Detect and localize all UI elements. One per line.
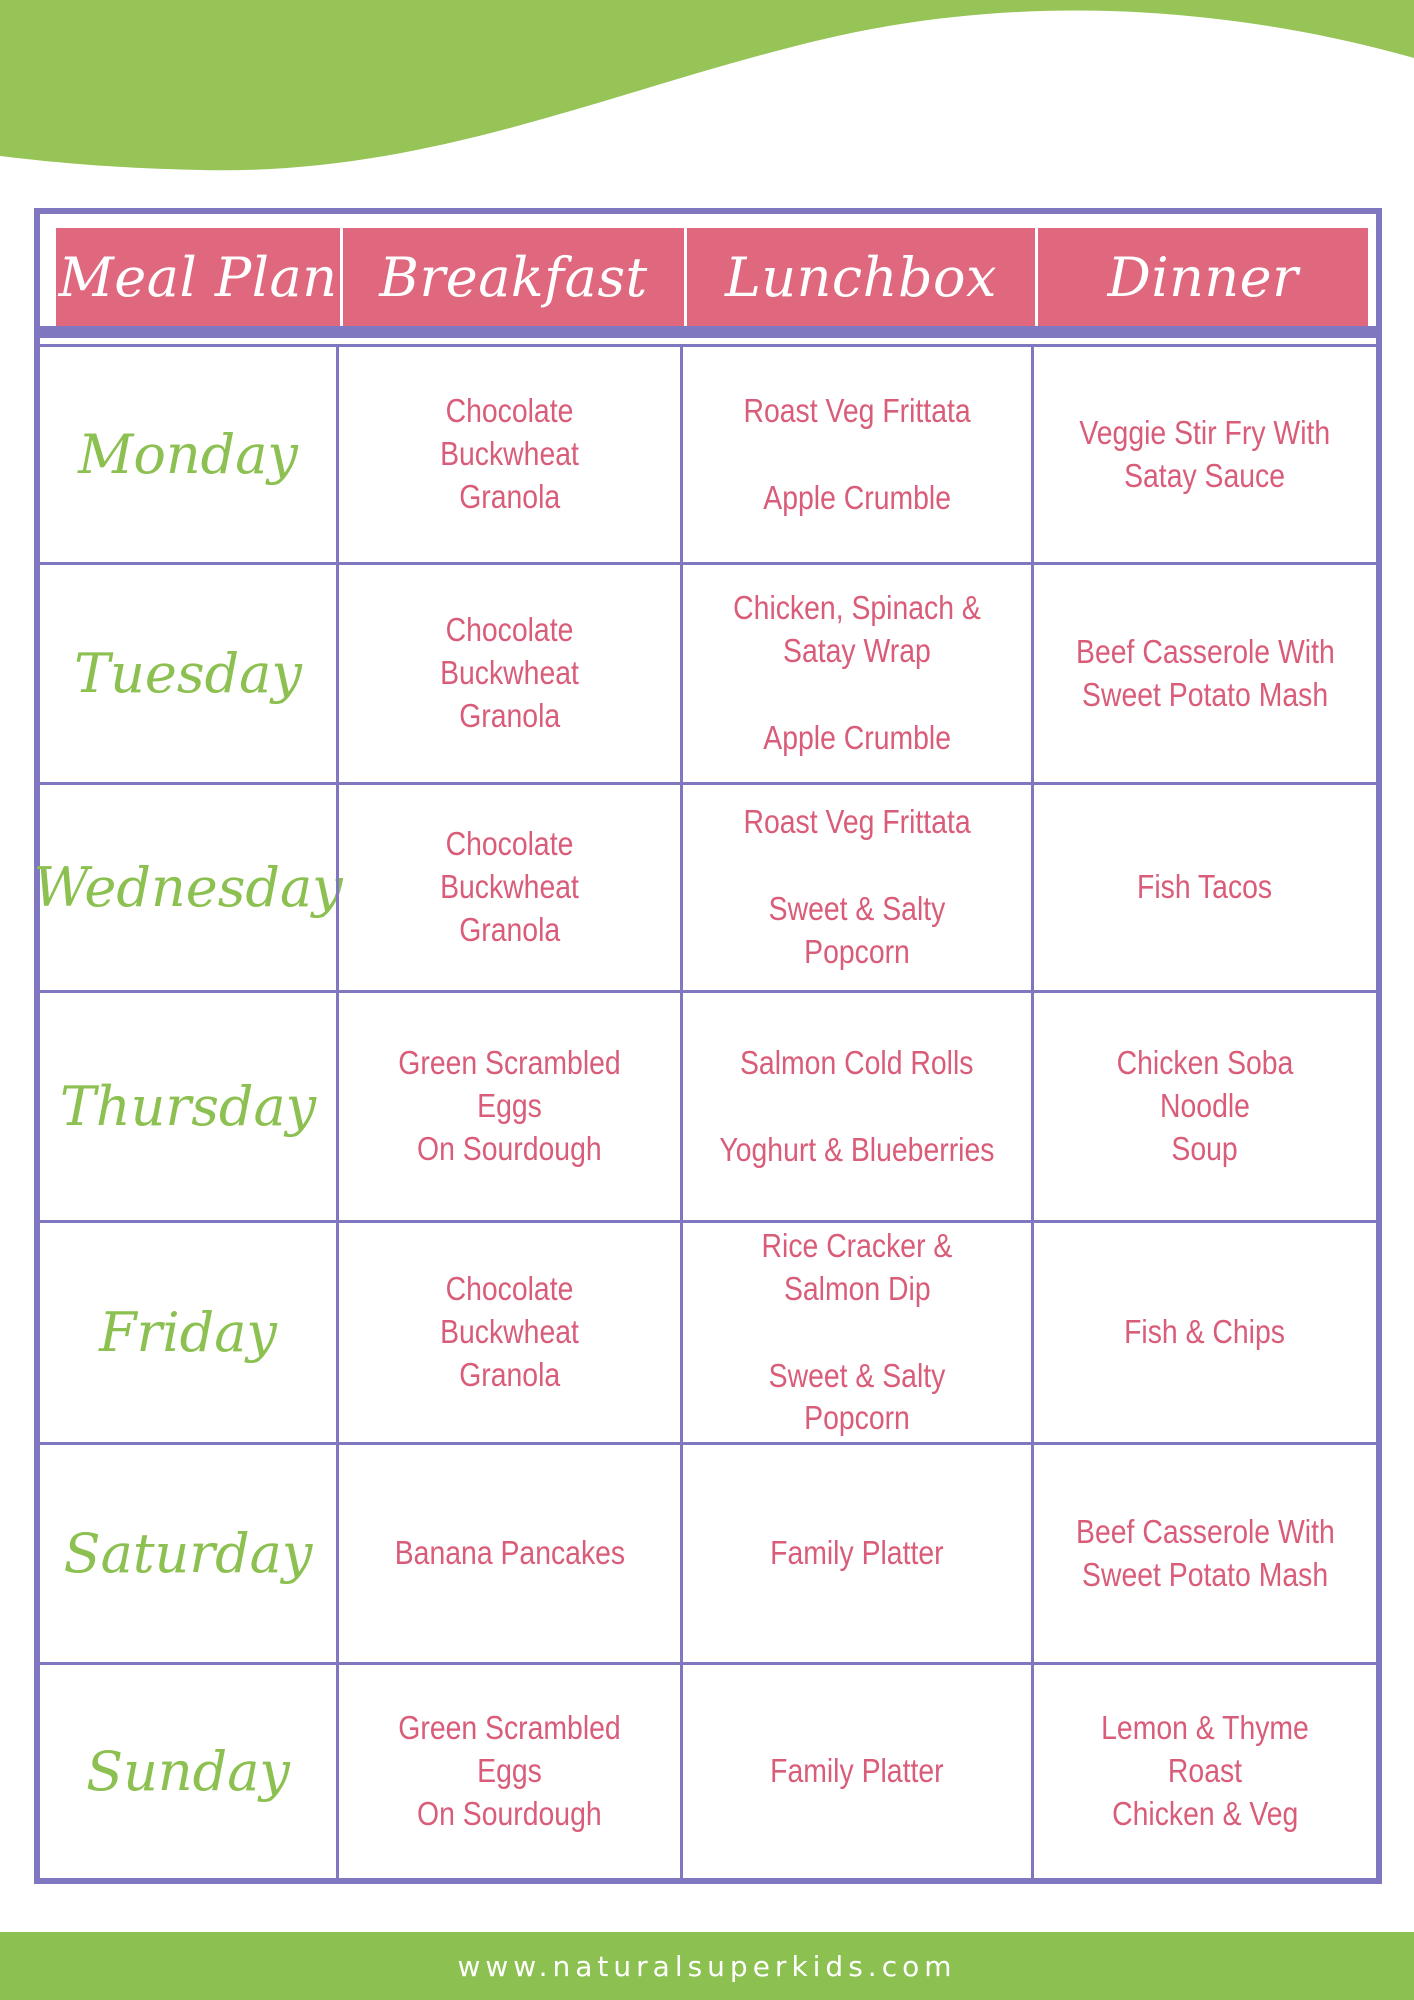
meal-text: Family Platter	[770, 1752, 944, 1790]
meal-text: Beef Casserole With	[1075, 632, 1335, 670]
header-lunchbox: Lunchbox	[684, 228, 1035, 326]
day-cell	[33, 785, 343, 990]
meal-text: Rice Cracker &	[761, 1226, 953, 1264]
meal-text: Chocolate Buckwheat	[440, 392, 579, 473]
breakfast-cell	[336, 565, 680, 782]
breakfast-cell	[336, 993, 680, 1220]
meal-text: Fish & Chips	[1124, 1313, 1286, 1351]
meal-text: Veggie Stir Fry With	[1079, 413, 1331, 451]
day-label: Friday	[99, 1301, 277, 1364]
lunchbox-cell	[680, 1223, 1031, 1442]
meal-text: On Sourdough	[417, 1129, 602, 1167]
footer-url: www.naturalsuperkids.com	[457, 1949, 957, 1983]
meal-text: Roast Veg Frittata	[743, 803, 971, 841]
meal-text: Fish Tacos	[1137, 868, 1273, 906]
meal-text: Family Platter	[770, 1534, 944, 1572]
meal-text: Banana Pancakes	[394, 1534, 625, 1572]
meal-text: Salmon Cold Rolls	[740, 1043, 974, 1081]
header-meal-plan: Meal Plan	[58, 245, 338, 309]
top-wave-decoration	[0, 0, 1414, 180]
meal-text: Roast Veg Frittata	[743, 391, 971, 429]
meal-plan-table	[34, 208, 1382, 1884]
meal-text: Chicken & Veg	[1111, 1794, 1299, 1832]
dinner-cell	[1031, 1665, 1376, 1878]
dinner-cell	[1031, 993, 1376, 1220]
lunchbox-cell	[680, 347, 1031, 562]
breakfast-cell	[336, 347, 680, 562]
meal-text: Granola	[459, 477, 560, 515]
meal-text: Apple Crumble	[763, 718, 951, 756]
meal-text: Yoghurt & Blueberries	[719, 1130, 995, 1168]
day-label: Monday	[78, 423, 298, 486]
dinner-cell	[1031, 1223, 1376, 1442]
meal-text: Sweet & Salty Popcorn	[768, 1356, 946, 1437]
day-cell	[40, 1223, 336, 1442]
table-row	[40, 1220, 1376, 1442]
meal-text: Soup	[1171, 1129, 1239, 1167]
day-label: Saturday	[63, 1522, 313, 1585]
meal-text: Chicken, Spinach &	[733, 589, 981, 627]
day-cell	[40, 347, 336, 562]
dinner-cell	[1031, 347, 1376, 562]
meal-text: Chicken Soba Noodle	[1116, 1044, 1294, 1125]
meal-text: Granola	[459, 696, 560, 734]
table-row	[40, 344, 1376, 562]
lunchbox-cell	[680, 565, 1031, 782]
meal-text: On Sourdough	[417, 1794, 602, 1832]
meal-text: Sweet Potato Mash	[1081, 1555, 1329, 1593]
table-row	[33, 782, 1376, 990]
day-label: Thursday	[59, 1075, 317, 1138]
meal-text: Sweet & Salty Popcorn	[768, 890, 946, 970]
table-row	[40, 562, 1376, 782]
table-header	[56, 228, 1368, 326]
meal-text: Chocolate Buckwheat	[440, 1270, 579, 1351]
breakfast-cell	[336, 785, 680, 990]
lunchbox-cell	[680, 1665, 1031, 1878]
meal-text: Granola	[459, 1355, 560, 1393]
day-cell	[40, 1665, 336, 1878]
header-dinner: Dinner	[1035, 228, 1368, 326]
day-cell	[40, 993, 336, 1220]
breakfast-cell	[336, 1665, 680, 1878]
meal-text: Chocolate Buckwheat	[440, 611, 579, 692]
meal-text: Lemon & Thyme Roast	[1101, 1709, 1309, 1790]
dinner-cell	[1031, 565, 1376, 782]
header-divider	[40, 326, 1376, 338]
day-label: Wednesday	[33, 856, 343, 919]
day-cell	[40, 565, 336, 782]
meal-text: Salmon Dip	[783, 1269, 931, 1307]
table-row	[40, 1662, 1376, 1878]
footer-bar	[0, 1932, 1414, 2000]
meal-text: Satay Wrap	[783, 632, 931, 670]
meal-text: Apple Crumble	[763, 478, 951, 516]
meal-text: Chocolate Buckwheat	[440, 825, 579, 906]
header-breakfast: Breakfast	[340, 228, 684, 326]
lunchbox-cell	[680, 785, 1031, 990]
meal-text: Beef Casserole With	[1075, 1512, 1335, 1550]
meal-text: Sweet Potato Mash	[1081, 675, 1329, 713]
breakfast-cell	[336, 1445, 680, 1662]
lunchbox-cell	[680, 1445, 1031, 1662]
dinner-cell	[1031, 1445, 1376, 1662]
table-body	[33, 344, 1376, 1878]
table-row	[40, 990, 1376, 1220]
meal-text: Green Scrambled Eggs	[398, 1044, 621, 1125]
dinner-cell	[1031, 785, 1376, 990]
meal-text: Green Scrambled Eggs	[398, 1709, 621, 1790]
table-row	[40, 1442, 1376, 1662]
lunchbox-cell	[680, 993, 1031, 1220]
day-cell	[40, 1445, 336, 1662]
meal-text: Satay Sauce	[1124, 456, 1286, 494]
meal-text: Granola	[459, 910, 560, 948]
day-label: Tuesday	[74, 642, 302, 705]
breakfast-cell	[336, 1223, 680, 1442]
day-label: Sunday	[86, 1740, 290, 1803]
